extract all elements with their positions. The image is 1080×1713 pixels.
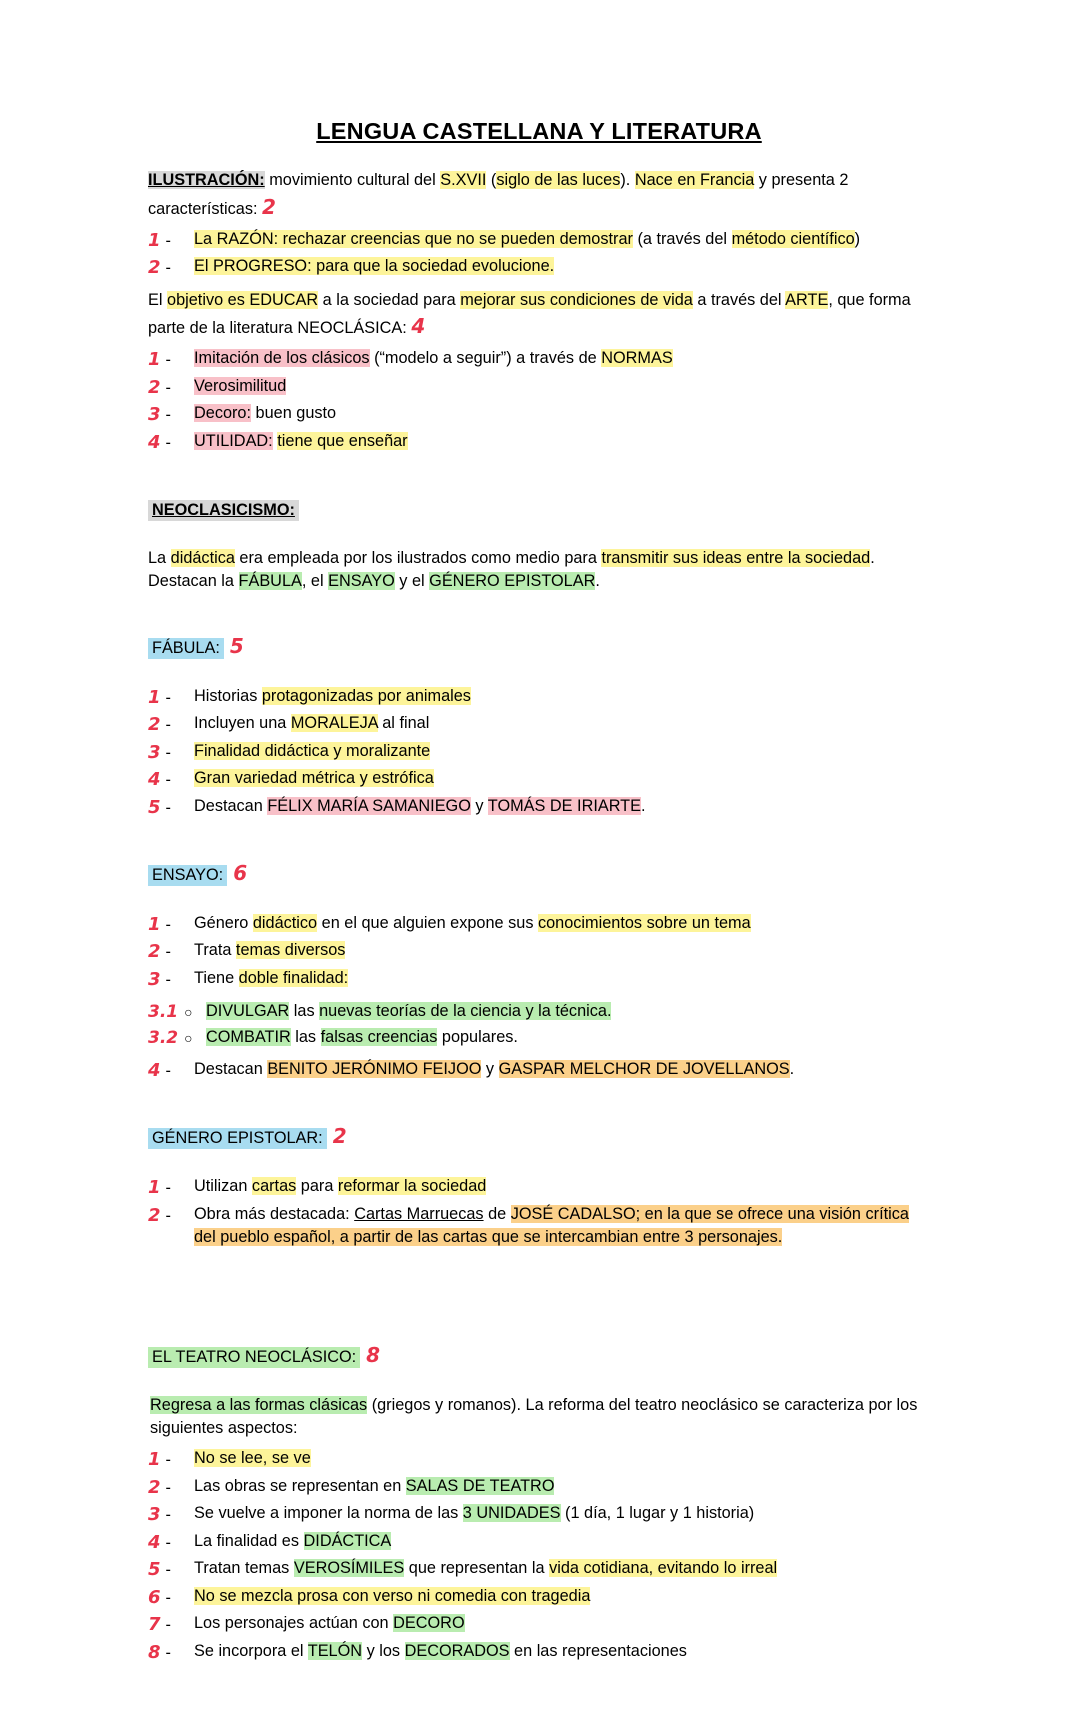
list-item xyxy=(148,967,930,993)
highlight: nuevas teorías xyxy=(319,1002,426,1021)
text-fragment: (“modelo a seguir”) a través de xyxy=(369,349,602,368)
highlight: 3 UNIDADES xyxy=(462,1504,561,1523)
heading-epistolar-row xyxy=(148,1106,930,1163)
list-ilustracion-caracteristicas xyxy=(148,228,930,281)
list-item-number: 4 - xyxy=(148,769,171,791)
list-item-label xyxy=(194,347,930,370)
handwritten-count-teatro: 8 xyxy=(366,1342,380,1367)
text-fragment: las xyxy=(290,1028,321,1047)
term-ilustracion: ILUSTRACIÓN: xyxy=(148,171,265,189)
heading-teatro: EL TEATRO NEOCLÁSICO: xyxy=(148,1347,360,1368)
handwritten-count-ilustracion: 2 xyxy=(262,194,276,219)
list-item xyxy=(148,347,930,373)
text-fragment: Utilizan xyxy=(194,1176,252,1195)
text-fragment: (1 día, 1 lugar y 1 historia) xyxy=(560,1504,755,1523)
text-fragment: . xyxy=(789,1060,795,1079)
text-fragment: ( xyxy=(486,171,497,189)
list-item-label xyxy=(194,795,930,818)
text-fragment: Se vuelve a imponer la norma de las xyxy=(194,1504,463,1523)
list-item-label xyxy=(194,1640,930,1663)
text-fragment: en el que alguien expone sus xyxy=(317,913,538,932)
highlight: Finalidad didáctica y moralizante xyxy=(194,741,431,760)
highlight: DIDÁCTICA xyxy=(303,1531,392,1550)
list-item-label xyxy=(194,1058,930,1081)
text-fragment: Se incorpora el xyxy=(194,1641,308,1660)
highlight: FÉLIX MARÍA SAMANIEGO xyxy=(267,796,471,815)
highlight: SALAS DE TEATRO xyxy=(405,1476,555,1495)
list-item-number: 3 - xyxy=(148,404,171,426)
list-item-number: 1 - xyxy=(148,229,171,251)
list-item xyxy=(148,430,930,456)
highlight: El PROGRESO: para que la sociedad evolucione. xyxy=(194,257,555,276)
highlight-luces: siglo de las luces xyxy=(496,171,621,189)
list-item-label xyxy=(194,1502,930,1525)
highlight: FÁBULA xyxy=(238,572,302,591)
list-item-number: 1 - xyxy=(148,913,171,935)
list-item-label xyxy=(194,1585,930,1608)
highlight: TOMÁS DE IRIARTE xyxy=(487,796,641,815)
highlight: Regresa a las formas clásicas xyxy=(150,1395,368,1414)
list-item-label xyxy=(194,255,930,278)
text-fragment: . xyxy=(641,796,646,815)
highlight: BENITO JERÓNIMO FEIJOO xyxy=(267,1060,482,1079)
highlight: COMBATIR xyxy=(206,1028,291,1047)
list-item-number: 3.1 ○ xyxy=(148,1002,193,1023)
text-fragment: La finalidad es xyxy=(194,1531,304,1550)
text-fragment: Historias xyxy=(194,686,262,705)
list-item xyxy=(148,1475,930,1501)
text-fragment: (griegos y romanos). La reforma del teatro neoclásico se caracteriza por los siguientes aspectos: xyxy=(150,1395,918,1438)
highlight: TELÓN xyxy=(307,1641,363,1660)
list-item-number: 6 - xyxy=(148,1586,171,1608)
list-item xyxy=(148,1612,930,1638)
list-item xyxy=(148,228,930,254)
heading-ensayo-row xyxy=(148,843,930,900)
text-fragment: El xyxy=(148,290,168,309)
highlight: cartas xyxy=(251,1176,297,1195)
list-item xyxy=(148,685,930,711)
highlight: MORALEJA xyxy=(290,714,378,733)
list-item-number: 2 - xyxy=(148,376,171,398)
text-fragment: Género xyxy=(194,913,253,932)
heading-teatro-row xyxy=(148,1325,930,1382)
highlight: Gran variedad métrica y estrófica xyxy=(194,769,434,788)
handwritten-count-neoclasica: 4 xyxy=(411,314,425,339)
highlight: La RAZÓN: rechazar creencias que no se pueden demostrar xyxy=(194,229,633,248)
text-fragment: de xyxy=(483,1204,511,1223)
highlight: Decoro: xyxy=(194,404,252,423)
text-fragment: y presenta 2 características: xyxy=(148,171,849,218)
text-fragment: . xyxy=(595,572,600,591)
text-fragment: las xyxy=(289,1002,320,1021)
text-fragment: a la sociedad para xyxy=(318,290,461,309)
highlight: ARTE xyxy=(785,290,829,309)
text-fragment: y los xyxy=(362,1641,405,1660)
list-item-number: 4 - xyxy=(148,1060,171,1082)
list-item xyxy=(148,939,930,965)
text-fragment: populares. xyxy=(437,1028,518,1047)
highlight: falsas creencias xyxy=(320,1028,438,1047)
heading-ensayo: ENSAYO: xyxy=(148,865,227,886)
highlight: tiene que enseñar xyxy=(277,431,408,450)
list-item xyxy=(148,255,930,281)
list-item-number: 2 - xyxy=(148,941,171,963)
text-fragment: que representan la xyxy=(404,1559,550,1578)
list-item-number: 2 - xyxy=(148,257,171,279)
highlight: didáctica xyxy=(170,548,235,567)
list-item xyxy=(148,1026,930,1050)
text-fragment: (a través del xyxy=(632,229,732,248)
list-fabula xyxy=(148,685,930,821)
list-item-label xyxy=(194,375,930,398)
list-item xyxy=(148,1557,930,1583)
list-item-number: 3 - xyxy=(148,1504,171,1526)
list-item xyxy=(148,912,930,938)
highlight: DIVULGAR xyxy=(206,1002,290,1021)
text-fragment: movimiento cultural del xyxy=(264,171,441,189)
list-item-label xyxy=(194,912,930,935)
list-item-label xyxy=(194,1447,930,1470)
highlight: método científico xyxy=(731,229,855,248)
text-fragment: Tratan temas xyxy=(194,1559,294,1578)
heading-epistolar: GÉNERO EPISTOLAR: xyxy=(148,1128,327,1149)
highlight-francia: Nace en Francia xyxy=(634,171,755,189)
text-fragment: Incluyen una xyxy=(194,714,291,733)
spacer xyxy=(148,1257,930,1303)
list-item-number: 5 - xyxy=(148,1559,171,1581)
list-item-number: 3 - xyxy=(148,741,171,763)
text-fragment: , el xyxy=(301,572,329,591)
list-item xyxy=(148,767,930,793)
text-fragment: , que forma parte de la literatura NEOCLÁSICA: xyxy=(148,290,911,338)
list-teatro xyxy=(148,1447,930,1665)
highlight: vida cotidiana, evitando lo irreal xyxy=(549,1559,778,1578)
list-ensayo-subitems xyxy=(148,1000,930,1050)
highlight: reformar la sociedad xyxy=(337,1176,487,1195)
text-fragment: Obra más destacada: xyxy=(194,1204,355,1223)
list-item xyxy=(148,1447,930,1473)
heading-fabula-row xyxy=(148,616,930,673)
paragraph-neoclasicismo xyxy=(148,547,930,594)
highlight: DECORO xyxy=(393,1614,465,1633)
list-item-label xyxy=(194,712,930,735)
text-fragment: al final xyxy=(377,714,430,733)
text-fragment: Tiene xyxy=(194,968,239,987)
list-neoclasica-rasgos xyxy=(148,347,930,455)
heading-fabula: FÁBULA: xyxy=(148,638,224,659)
text-fragment: Las obras se representan en xyxy=(194,1476,406,1495)
list-item-number: 1 - xyxy=(148,686,171,708)
list-item xyxy=(148,1203,930,1249)
list-item-number: 1 - xyxy=(148,1449,171,1471)
highlight: conocimientos sobre un tema xyxy=(537,913,751,932)
highlight: JOSÉ CADALSO; en la que se ofrece una visión crítica del pueblo español, a partir de las cartas que se intercambian entre 3 personajes. xyxy=(194,1204,909,1246)
paragraph-objetivo xyxy=(148,289,930,342)
list-item xyxy=(148,1058,930,1084)
highlight: objetivo es EDUCAR xyxy=(167,290,319,309)
highlight: No se lee, se ve xyxy=(194,1449,311,1468)
highlight: VEROSÍMILES xyxy=(293,1559,405,1578)
list-item-number: 3 - xyxy=(148,968,171,990)
list-item xyxy=(148,1175,930,1201)
list-item xyxy=(148,740,930,766)
list-item-label xyxy=(194,767,930,790)
paragraph-teatro xyxy=(148,1394,930,1441)
list-item-number: 2 - xyxy=(148,1476,171,1498)
highlight: protagonizadas por animales xyxy=(261,686,471,705)
highlight: didáctico xyxy=(252,913,318,932)
text-fragment: ). xyxy=(620,171,635,189)
handwritten-count-fabula: 5 xyxy=(229,633,244,658)
list-item-number: 7 - xyxy=(148,1614,171,1636)
text-fragment: buen gusto xyxy=(251,404,337,423)
text-fragment: Destacan xyxy=(194,1060,268,1079)
text-fragment: era empleada por los ilustrados como medio para xyxy=(234,548,602,567)
list-ensayo xyxy=(148,912,930,993)
work-title: Cartas Marruecas xyxy=(354,1204,484,1223)
highlight: UTILIDAD: xyxy=(194,431,273,450)
text-fragment: . Destacan la xyxy=(148,548,875,591)
list-item-number: 4 - xyxy=(148,1531,171,1553)
text-fragment: de la ciencia y la técnica. xyxy=(425,1002,612,1021)
list-item-number: 3.2 ○ xyxy=(148,1028,193,1049)
text-fragment: La xyxy=(148,548,171,567)
list-item-number: 2 - xyxy=(148,714,171,736)
heading-neoclasicismo-row xyxy=(148,478,930,535)
highlight: GÉNERO EPISTOLAR xyxy=(429,572,596,591)
list-item-label xyxy=(194,1530,930,1553)
list-item-label xyxy=(194,1612,930,1635)
highlight: mejorar sus condiciones de vida xyxy=(460,290,693,309)
list-item-number: 2 - xyxy=(148,1204,171,1226)
list-item-number: 1 - xyxy=(148,349,171,371)
highlight: DECORADOS xyxy=(404,1641,510,1660)
list-item xyxy=(148,795,930,821)
highlight-century: S.XVII xyxy=(440,171,487,189)
list-item-label xyxy=(194,1475,930,1498)
list-item xyxy=(148,1000,930,1024)
highlight: doble finalidad: xyxy=(238,968,349,987)
list-item xyxy=(148,375,930,401)
list-item-label xyxy=(194,402,930,425)
list-item-number: 1 - xyxy=(148,1176,171,1198)
highlight: Verosimilitud xyxy=(194,376,287,395)
list-item xyxy=(148,1530,930,1556)
list-item-label xyxy=(194,740,930,763)
list-item-label xyxy=(194,1557,930,1580)
list-epistolar xyxy=(148,1175,930,1249)
list-item xyxy=(148,1502,930,1528)
list-item xyxy=(148,1585,930,1611)
heading-neoclasicismo: NEOCLASICISMO: xyxy=(148,500,299,521)
list-item-label xyxy=(194,1175,930,1198)
list-item-label xyxy=(206,1026,930,1049)
paragraph-ilustracion xyxy=(148,169,930,222)
list-item xyxy=(148,1640,930,1666)
text-fragment: Trata xyxy=(194,941,236,960)
list-item-label xyxy=(194,1203,930,1249)
text-fragment: y el xyxy=(394,572,430,591)
text-fragment: en las representaciones xyxy=(509,1641,687,1660)
handwritten-count-ensayo: 6 xyxy=(233,860,247,885)
list-item-number: 4 - xyxy=(148,431,171,453)
list-item xyxy=(148,712,930,738)
list-item-label xyxy=(194,430,930,453)
highlight: temas diversos xyxy=(235,941,346,960)
list-ensayo-autores xyxy=(148,1058,930,1084)
highlight: Imitación de los clásicos xyxy=(194,349,370,368)
list-item-number: 5 - xyxy=(148,796,171,818)
list-item-label xyxy=(194,685,930,708)
highlight: NORMAS xyxy=(601,349,673,368)
list-item-label xyxy=(194,228,930,251)
handwritten-count-epistolar: 2 xyxy=(332,1123,347,1148)
text-fragment: a través del xyxy=(692,290,786,309)
list-item xyxy=(148,402,930,428)
text-fragment: Destacan xyxy=(194,796,268,815)
highlight: transmitir sus ideas entre la sociedad xyxy=(601,548,871,567)
text-fragment: para xyxy=(296,1176,338,1195)
page-title: LENGUA CASTELLANA Y LITERATURA xyxy=(316,118,762,144)
text-fragment: Los personajes actúan con xyxy=(194,1614,394,1633)
highlight: ENSAYO xyxy=(328,572,395,591)
list-item-label xyxy=(194,967,930,990)
highlight: GASPAR MELCHOR DE JOVELLANOS xyxy=(498,1060,790,1079)
text-fragment: y xyxy=(470,796,488,815)
list-item-label xyxy=(206,1000,930,1023)
list-item-number: 8 - xyxy=(148,1641,171,1663)
text-fragment: y xyxy=(481,1060,499,1079)
highlight: No se mezcla prosa con verso ni comedia con tragedia xyxy=(194,1586,591,1605)
text-fragment: ) xyxy=(854,229,861,248)
list-item-label xyxy=(194,939,930,962)
